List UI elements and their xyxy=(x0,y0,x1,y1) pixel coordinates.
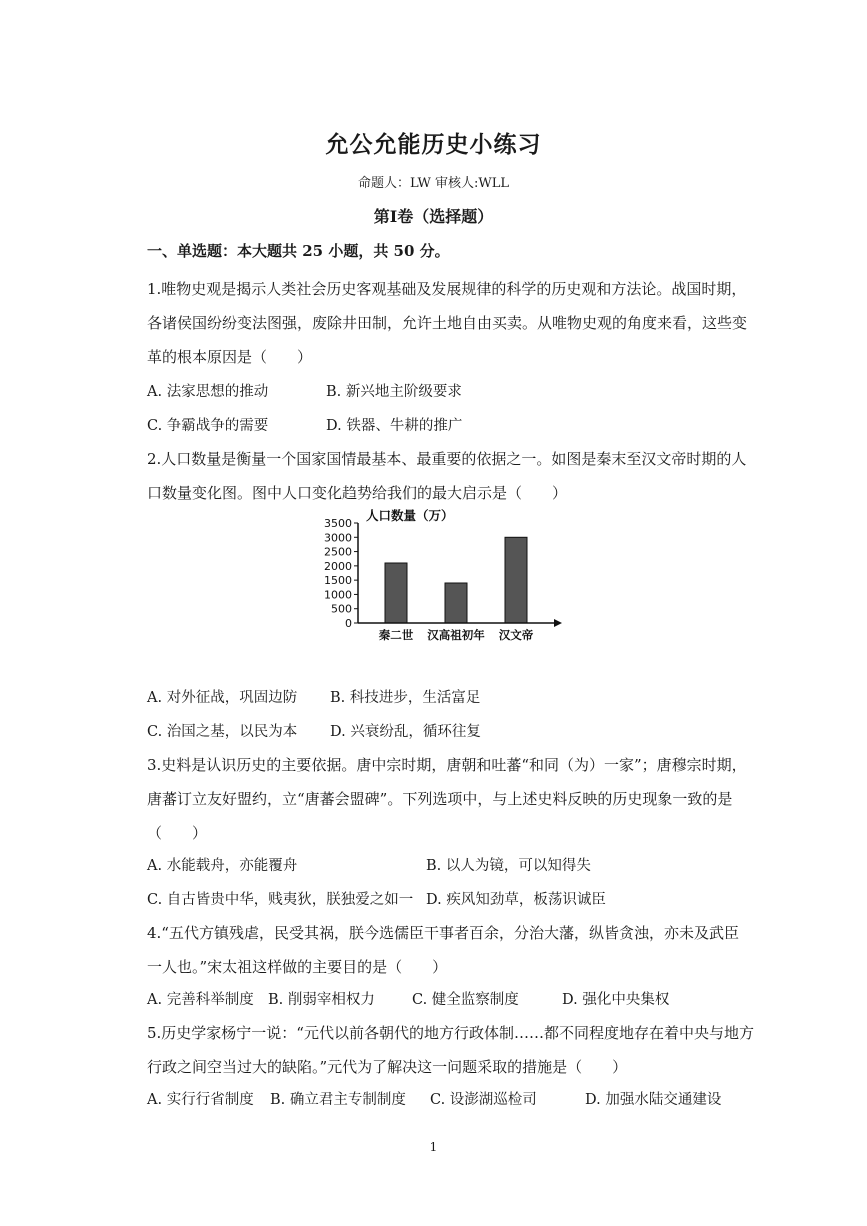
question-2-line-2: 口数量变化图。图中人口变化趋势给我们的最大启示是（ ） xyxy=(147,484,568,502)
population-bar-chart xyxy=(318,505,568,655)
y-tick-label: 3500 xyxy=(324,517,352,530)
question-1-option-b[interactable]: B. 新兴地主阶级要求 xyxy=(326,384,462,400)
question-4-line-1: 4.“五代方镇残虐，民受其祸，朕今选儒臣干事者百余，分治大藩，纵皆贪浊，亦未及武臣 xyxy=(147,924,739,942)
question-3-option-a[interactable]: A. 水能载舟，亦能覆舟 xyxy=(147,858,298,874)
question-2-option-b[interactable]: B. 科技进步，生活富足 xyxy=(330,690,481,706)
question-1-option-c[interactable]: C. 争霸战争的需要 xyxy=(147,418,269,434)
question-5-line-1: 5.历史学家杨宁一说：“元代以前各朝代的地方行政体制……都不同程度地存在着中央与地方 xyxy=(147,1024,754,1042)
question-5-option-a[interactable]: A. 实行行省制度 xyxy=(147,1092,254,1108)
question-1-line-2: 各诸侯国纷纷变法图强，废除井田制，允许土地自由买卖。从唯物史观的角度来看，这些变 xyxy=(147,314,748,332)
authors-line: 命题人：LW 审核人:WLL xyxy=(357,176,509,191)
question-2-option-d[interactable]: D. 兴衰纷乱，循环往复 xyxy=(330,724,481,740)
category-label-1: 汉高祖初年 xyxy=(427,628,485,642)
bar-2 xyxy=(505,537,527,623)
question-1-option-d[interactable]: D. 铁器、牛耕的推广 xyxy=(326,418,463,434)
question-5-option-b[interactable]: B. 确立君主专制制度 xyxy=(270,1092,406,1108)
category-label-2: 汉文帝 xyxy=(498,628,534,642)
question-4-option-b[interactable]: B. 削弱宰相权力 xyxy=(268,992,375,1008)
question-3-option-b[interactable]: B. 以人为镜，可以知得失 xyxy=(426,858,591,874)
question-3-line-2: 唐蕃订立友好盟约，立“唐蕃会盟碑”。下列选项中，与上述史料反映的历史现象一致的是 xyxy=(147,790,733,808)
y-tick-label: 1000 xyxy=(324,588,352,602)
question-2-option-a[interactable]: A. 对外征战，巩固边防 xyxy=(147,690,298,706)
question-4-option-c[interactable]: C. 健全监察制度 xyxy=(412,992,519,1008)
y-tick-label: 2000 xyxy=(324,559,352,573)
question-1-line-3: 革的根本原因是（ ） xyxy=(147,348,313,366)
question-5-option-d[interactable]: D. 加强水陆交通建设 xyxy=(585,1092,722,1108)
question-4-line-2: 一人也。”宋太祖这样做的主要目的是（ ） xyxy=(147,958,448,976)
volume-heading: 第Ⅰ卷（选择题） xyxy=(373,207,494,226)
bar-0 xyxy=(385,563,407,623)
category-label-0: 秦二世 xyxy=(378,628,414,642)
y-tick-label: 1500 xyxy=(324,574,352,588)
y-tick-label: 2500 xyxy=(324,545,352,559)
question-2-line-1: 2.人口数量是衡量一个国家国情最基本、最重要的依据之一。如图是秦末至汉文帝时期的人 xyxy=(147,450,747,468)
y-tick-label: 500 xyxy=(331,602,352,616)
question-3-option-c[interactable]: C. 自古皆贵中华，贱夷狄，朕独爱之如一 xyxy=(147,892,414,908)
question-1-option-a[interactable]: A. 法家思想的推动 xyxy=(147,384,269,400)
question-3-line-1: 3.史料是认识历史的主要依据。唐中宗时期，唐朝和吐蕃“和同（为）一家”；唐穆宗时期， xyxy=(147,756,747,774)
question-5-line-2: 行政之间空当过大的缺陷。”元代为了解决这一问题采取的措施是（ ） xyxy=(147,1058,628,1076)
question-4-option-a[interactable]: A. 完善科举制度 xyxy=(147,992,254,1008)
x-axis-arrow xyxy=(554,619,562,627)
section-heading: 一、单选题：本大题共 25 小题，共 50 分。 xyxy=(147,242,450,260)
bar-1 xyxy=(445,583,467,623)
y-tick-label: 0 xyxy=(345,617,352,630)
chart-title: 人口数量（万） xyxy=(366,508,454,523)
question-1-line-1: 1.唯物史观是揭示人类社会历史客观基础及发展规律的科学的历史观和方法论。战国时期， xyxy=(147,280,747,298)
question-3-option-d[interactable]: D. 疾风知劲草，板荡识诚臣 xyxy=(426,892,606,908)
page-number: 1 xyxy=(429,1140,438,1154)
question-4-option-d[interactable]: D. 强化中央集权 xyxy=(562,992,670,1008)
question-5-option-c[interactable]: C. 设澎湖巡检司 xyxy=(430,1092,537,1108)
y-tick-label: 3000 xyxy=(324,531,352,545)
question-2-option-c[interactable]: C. 治国之基，以民为本 xyxy=(147,724,298,740)
question-3-line-3: （ ） xyxy=(147,824,208,842)
page-title: 允公允能历史小练习 xyxy=(325,131,542,158)
